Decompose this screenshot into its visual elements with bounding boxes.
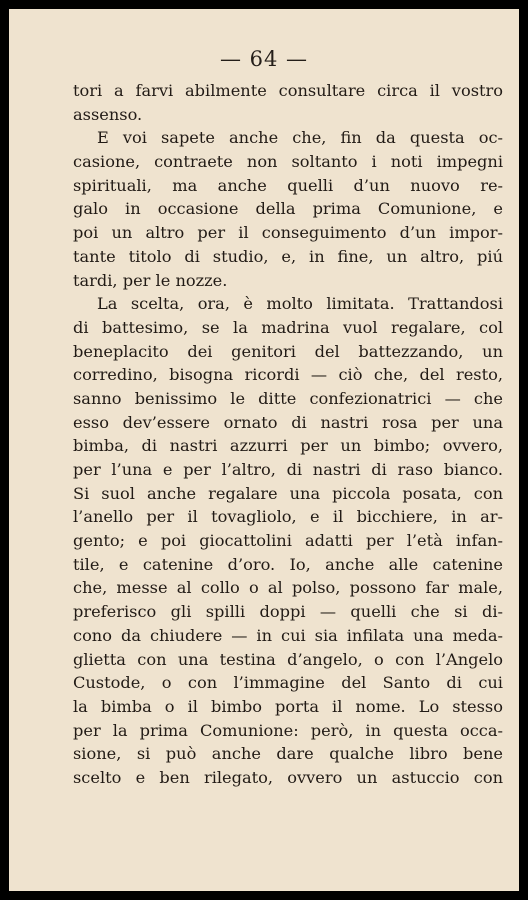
text-line: gliettа con una testina d’angelo, o con l’Angelo (73, 649, 503, 669)
text-line: per l’una e per l’altro, di nastri di raso bianco. (73, 460, 503, 479)
text-line: casione, contraete non soltanto i noti impegni (73, 152, 503, 172)
text-line: galo in occasione della prima Comunione, e (73, 199, 503, 219)
text-line: beneplacito dei genitori del battezzando, un (73, 341, 503, 361)
text-line: la bimba o il bimbo porta il nome. Lo stesso (73, 696, 503, 716)
text-line: sione, si può anche dare qualche libro bene (73, 744, 503, 764)
text-line: l’anello per il tovagliolo, e il bicchiere, in ar- (73, 507, 503, 527)
text-line: La scelta, ora, è molto limitata. Trattandosi (97, 294, 503, 314)
text-line: preferisco gli spilli doppi — quelli che si di- (73, 602, 503, 622)
body-text (73, 79, 503, 790)
text-line: di battesimo, se la madrina vuol regalare, col (73, 317, 503, 337)
text-line: tante titolo di studio, e, in fine, un altro, piú (73, 246, 503, 266)
text-line: tile, e catenine d’oro. Io, anche alle catenine (73, 554, 503, 574)
text-line: esso dev’essere ornato di nastri rosa per una (73, 412, 503, 432)
text-line: cono da chiudere — in cui sia infilata una meda- (73, 625, 503, 645)
text-line: corredino, bisogna ricordi — ciò che, del resto, (73, 365, 503, 385)
text-line: spirituali, ma anche quelli d’un nuovo re- (73, 175, 503, 195)
text-line: tori a farvi abilmente consultare circa il vostro (73, 81, 503, 100)
text-line: poi un altro per il conseguimento d’un impor- (73, 223, 503, 243)
page-number: — 64 — (219, 47, 309, 71)
book-page (9, 9, 519, 891)
text-line: gento; e poi giocattolini adatti per l’età infan- (73, 531, 503, 551)
text-line: sanno benissimo le ditte confezionatrici — che (73, 388, 503, 408)
text-line: Custode, o con l’immagine del Santo di cui (73, 673, 503, 693)
text-line: scelto e ben rilegato, ovvero un astuccio con (73, 767, 503, 787)
text-line: E voi sapete anche che, fin da questa oc- (97, 128, 503, 148)
text-line: per la prima Comunione: però, in questa occa- (73, 720, 503, 740)
text-line: Si suol anche regalare una piccola posata, con (73, 483, 503, 503)
text-line: assenso. (73, 104, 143, 124)
text-line: tardi, per le nozze. (73, 270, 228, 290)
text-line: bimba, di nastri azzurri per un bimbo; ovvero, (73, 436, 503, 456)
text-line: che, messe al collo o al polso, possono far male, (73, 578, 503, 598)
